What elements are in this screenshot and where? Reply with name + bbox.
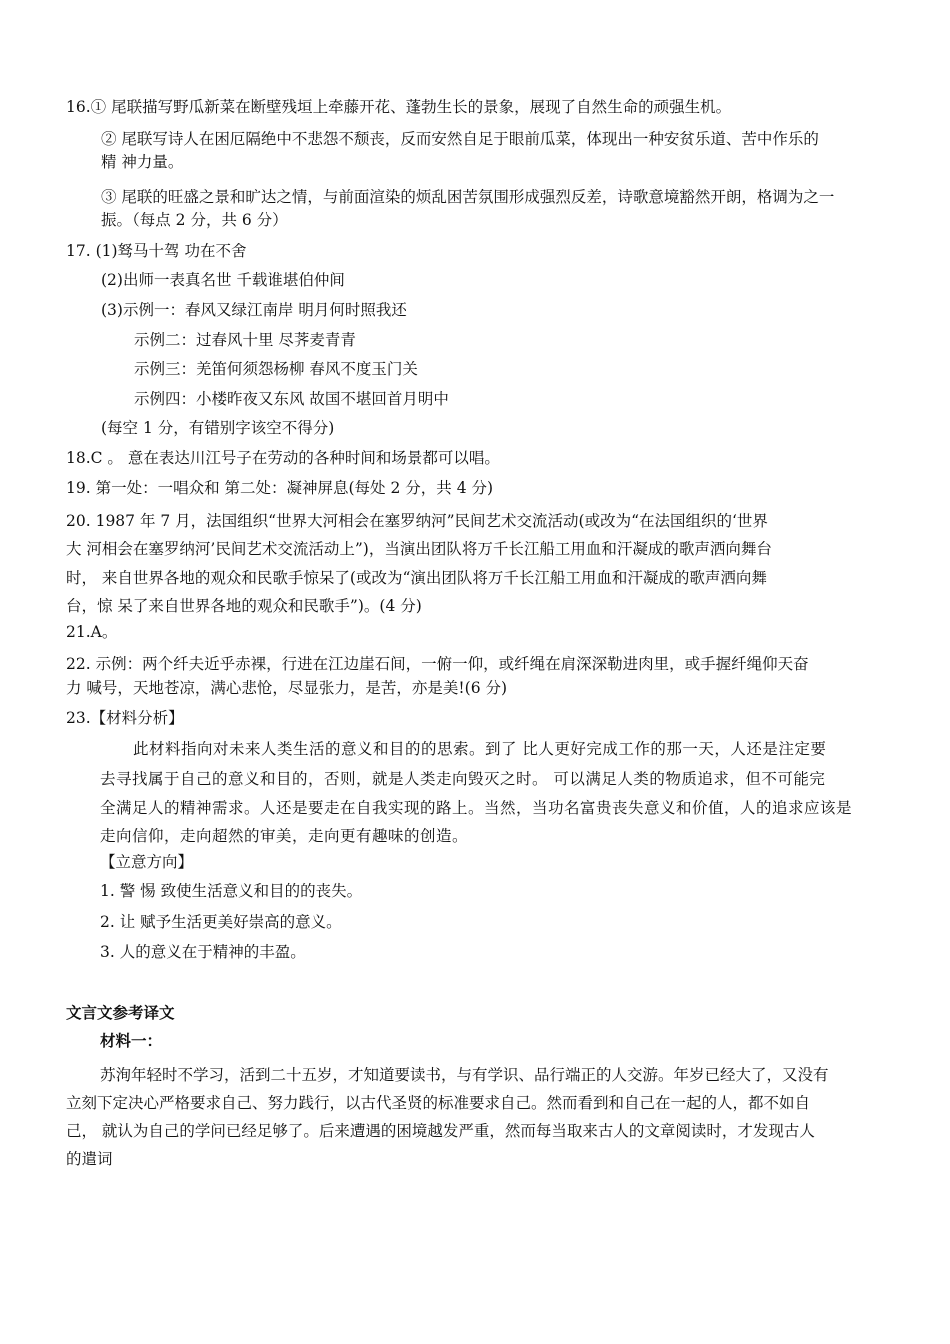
q16-line-1: 16.① 尾联描写野瓜新菜在断壁残垣上牵藤开花、蓬勃生长的景象，展现了自然生命的顽强生机。 (66, 98, 732, 116)
q21-answer: 21.A。 (66, 623, 118, 641)
q17-line-7: (每空 1 分，有错别字该空不得分) (101, 419, 335, 437)
q17-line-6: 示例四：小楼昨夜又东风 故国不堪回首月明中 (134, 390, 449, 408)
q23-paragraph-line-4: 走向信仰，走向超然的审美，走向更有趣味的创造。 (100, 827, 469, 845)
q23-item-1: 1. 警 惕 致使生活意义和目的的丧失。 (100, 882, 363, 900)
q17-line-1: 17. (1)驽马十驾 功在不舍 (66, 242, 247, 260)
classical-line-2: 立刻下定决心严格要求自己、努力践行，以古代圣贤的标准要求自己。然而看到和自己在一起的人，都不如自 (66, 1094, 811, 1112)
q23-item-2: 2. 让 赋予生活更美好崇高的意义。 (100, 913, 342, 931)
q22-line-2: 力 喊号，天地苍凉，满心悲怆，尽显张力，是苦，亦是美!(6 分) (66, 679, 508, 697)
q23-paragraph-line-2: 去寻找属于自己的意义和目的，否则，就是人类走向毁灭之时。 可以满足人类的物质追求，但不可能完 (100, 770, 826, 788)
q17-line-3: (3)示例一：春风又绿江南岸 明月何时照我还 (101, 301, 407, 319)
q23-paragraph-line-1: 此材料指向对未来人类生活的意义和目的的思索。到了 比人更好完成工作的那一天，人还是注定要 (133, 740, 827, 758)
q16-line-2: ② 尾联写诗人在困厄隔绝中不悲怨不颓丧，反而安然自足于眼前瓜菜，体现出一种安贫乐道、苦中作乐的 (101, 130, 819, 148)
q18-answer: 18.C 。 意在表达川江号子在劳动的各种时间和场景都可以唱。 (66, 449, 500, 467)
q17-line-2: (2)出师一表真名世 千载谁堪伯仲间 (101, 271, 345, 289)
classical-title: 文言文参考译文 (66, 1003, 175, 1022)
q17-line-5: 示例三：羌笛何须怨杨柳 春风不度玉门关 (134, 360, 418, 378)
q23-item-3: 3. 人的意义在于精神的丰盈。 (100, 943, 306, 961)
classical-line-3: 己， 就认为自己的学问已经足够了。后来遭遇的困境越发严重，然而每当取来古人的文章阅读时，才发现古人 (66, 1122, 815, 1140)
q17-line-4: 示例二：过春风十里 尽荠麦青青 (134, 331, 356, 349)
q23-paragraph-line-3: 全满足人的精神需求。人还是要走在自我实现的路上。当然，当功名富贵丧失意义和价值，人的追求应该是 (100, 799, 853, 817)
classical-line-4: 的遣词 (66, 1150, 113, 1168)
q20-line-2: 大 河相会在塞罗纳河’民间艺术交流活动上”)，当演出团队将万千长江船工用血和汗凝成的歌声洒向舞台 (66, 540, 772, 558)
q16-line-5: 振。（每点 2 分，共 6 分） (101, 211, 288, 229)
q22-line-1: 22. 示例：两个纤夫近乎赤裸，行进在江边崖石间，一俯一仰，或纤绳在肩深深勒进肉里，或手握纤绳仰天奋 (66, 655, 809, 673)
q16-line-4: ③ 尾联的旺盛之景和旷达之情，与前面渲染的烦乱困苦氛围形成强烈反差，诗歌意境豁然开朗，格调为之一 (101, 188, 835, 206)
q20-line-3: 时， 来自世界各地的观众和民歌手惊呆了(或改为“演出团队将万千长江船工用血和汗凝成的歌声洒向舞 (66, 569, 767, 587)
q19-answer: 19. 第一处：一唱众和 第二处：凝神屏息(每处 2 分，共 4 分) (66, 479, 494, 497)
q20-line-4: 台，惊 呆了来自世界各地的观众和民歌手”)。(4 分) (66, 597, 422, 615)
q20-line-1: 20. 1987 年 7 月，法国组织“世界大河相会在塞罗纳河”民间艺术交流活动(或改为“在法国组织的‘世界 (66, 512, 768, 530)
q16-line-3: 精 神力量。 (101, 153, 184, 171)
q23-subheading: 【立意方向】 (100, 853, 194, 871)
q23-heading: 23.【材料分析】 (66, 709, 184, 727)
material-one-label: 材料一： (100, 1031, 163, 1050)
classical-line-1: 苏洵年轻时不学习，活到二十五岁，才知道要读书，与有学识、品行端正的人交游。年岁已经大了，又没有 (100, 1066, 829, 1084)
